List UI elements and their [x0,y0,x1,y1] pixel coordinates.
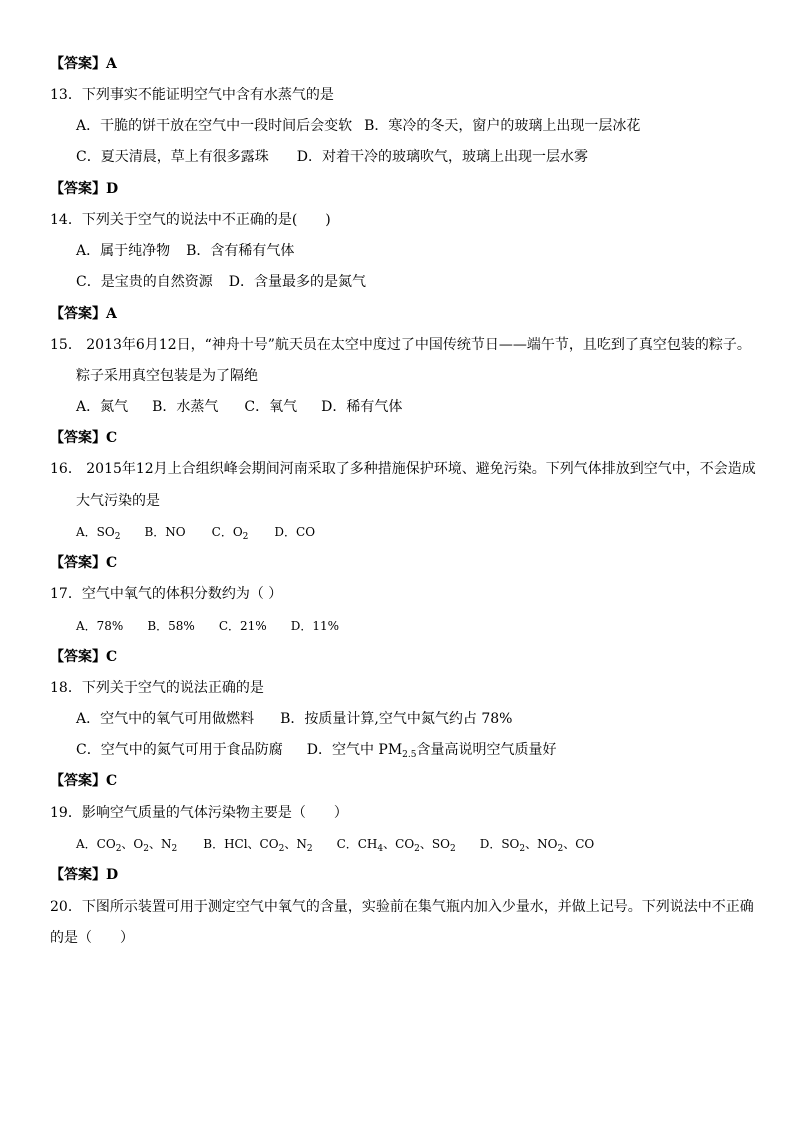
option-d: D．稀有气体 [321,399,403,415]
option-b: B．58% [147,619,195,633]
option-c: C．21% [218,619,267,633]
option-d: D．含量最多的是氮气 [228,274,366,290]
question-16-stem-continued: 大气污染的是 [76,493,160,509]
option-c: C．$CH_4$、$CO_2$、$SO_2$ [336,837,456,854]
answer-16: 【答案】C [50,555,118,571]
answer-14: 【答案】A [50,306,117,322]
option-a: A．78% [76,619,124,633]
answer-12: 【答案】A [50,56,117,72]
answer-15: 【答案】C [50,430,118,446]
answer-17: 【答案】C [50,649,118,665]
answer-18: 【答案】C [50,773,118,789]
question-14-options-cd [76,273,366,291]
question-20-stem-continued: 的是（ ） [50,930,134,946]
question-14-options-ab [76,242,294,260]
answer-13: 【答案】D [50,181,119,197]
option-d: D．空气中 $PM_{2.5}$含量高说明空气质量好 [306,742,557,760]
question-13-options-cd [76,148,588,166]
option-c: C．氧气 [244,399,298,415]
question-17-options [76,617,339,635]
option-b: B．水蒸气 [152,399,219,415]
question-19-stem: 19．影响空气质量的气体污染物主要是（ ） [50,805,348,821]
option-b: B．按质量计算,空气中氮气约占 78% [280,711,513,727]
option-c: C．夏天清晨，草上有很多露珠 [76,149,269,165]
option-d: D．11% [290,619,339,633]
question-15-stem: 15． 2013年6月12日，“神舟十号”航天员在太空中度过了中国传统节日——端午节，且吃到了真空包装的粽子。 [50,337,751,353]
option-c: C．$O_2$ [211,525,249,542]
question-19-options [76,835,594,853]
question-16-stem: 16． 2015年12月上合组织峰会期间河南采取了多种措施保护环境、避免污染。下列气体排放到空气中，不会造成 [50,461,756,477]
option-d: D．CO [274,525,316,539]
question-14-stem: 14．下列关于空气的说法中不正确的是( ) [50,212,331,228]
option-a: A．空气中的氧气可用做燃料 [76,711,255,727]
question-15-options [76,398,402,416]
option-a: A．氮气 [76,399,129,415]
option-b: B．含有稀有气体 [186,243,295,259]
question-17-stem: 17．空气中氧气的体积分数约为（ ） [50,586,283,602]
question-13-stem: 13．下列事实不能证明空气中含有水蒸气的是 [50,87,334,103]
option-b: B．NO [144,525,186,539]
option-d: D．$SO_2$、$NO_2$、CO [479,837,595,854]
option-a: A．$CO_2$、$O_2$、$N_2$ [76,837,178,854]
option-b: B．寒冷的冬天，窗户的玻璃上出现一层冰花 [364,118,641,134]
question-20-stem: 20．下图所示装置可用于测定空气中氧气的含量，实验前在集气瓶内加入少量水，并做上记号。下列说法中不正确 [50,899,754,915]
option-a: A．属于纯净物 [76,243,171,259]
option-c: C．是宝贵的自然资源 [76,274,213,290]
option-a: A．$SO_2$ [76,525,121,542]
answer-19: 【答案】D [50,867,119,883]
question-18-stem: 18．下列关于空气的说法正确的是 [50,680,264,696]
question-18-options-ab [76,710,512,728]
option-b: B．HCl、$CO_2$、$N_2$ [203,837,313,854]
option-d: D．对着干冷的玻璃吹气，玻璃上出现一层水雾 [296,149,588,165]
option-a: A．干脆的饼干放在空气中一段时间后会变软 [76,118,353,134]
option-c: C．空气中的氮气可用于食品防腐 [76,742,283,758]
question-13-options-ab [76,117,640,135]
question-16-options [76,523,315,541]
question-15-stem-continued: 粽子采用真空包装是为了隔绝 [76,368,258,384]
question-18-options-cd [76,741,556,759]
